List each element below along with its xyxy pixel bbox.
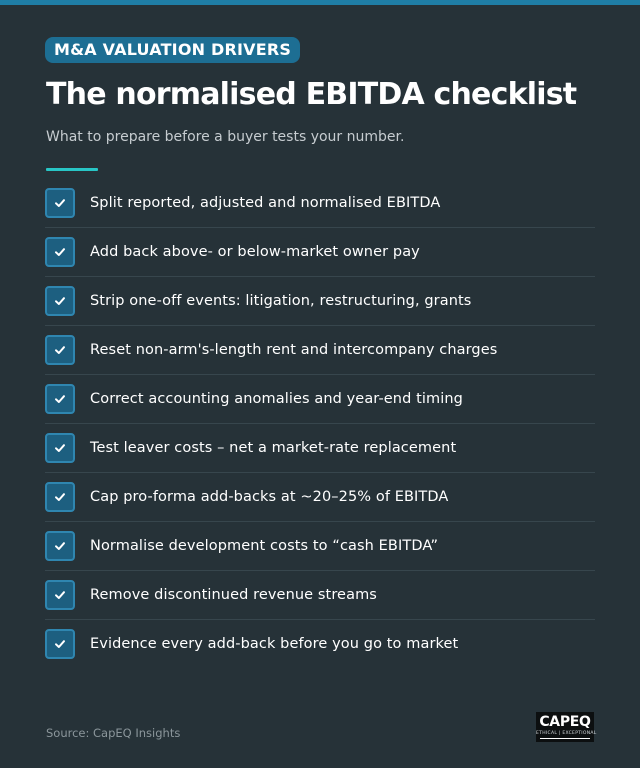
checkbox-checked[interactable] — [45, 237, 75, 267]
checklist-item — [45, 375, 595, 424]
category-tag: M&A VALUATION DRIVERS — [45, 37, 300, 63]
checklist-item-label: Cap pro-forma add-backs at ~20–25% of EBITDA — [90, 489, 449, 505]
checklist-item-label: Strip one-off events: litigation, restructuring, grants — [90, 293, 472, 309]
checklist-item-label: Test leaver costs – net a market-rate replacement — [90, 440, 457, 456]
checklist-item — [45, 228, 595, 277]
checklist-item — [45, 326, 595, 375]
source-note: Source: CapEQ Insights — [46, 726, 181, 740]
checkmark-icon — [53, 343, 67, 357]
checkmark-icon — [53, 588, 67, 602]
checkmark-icon — [53, 392, 67, 406]
checklist-item-label: Add back above- or below-market owner pay — [90, 244, 420, 260]
checkmark-icon — [53, 196, 67, 210]
checkbox-checked[interactable] — [45, 482, 75, 512]
logo-rule — [540, 738, 590, 739]
checkmark-icon — [53, 245, 67, 259]
checkbox-checked[interactable] — [45, 629, 75, 659]
checklist-item — [45, 424, 595, 473]
top-accent-bar — [0, 0, 640, 5]
checkbox-checked[interactable] — [45, 531, 75, 561]
checkbox-checked[interactable] — [45, 384, 75, 414]
checklist-item — [45, 277, 595, 326]
checklist-item-label: Remove discontinued revenue streams — [90, 587, 377, 603]
checkmark-icon — [53, 294, 67, 308]
checkbox-checked[interactable] — [45, 580, 75, 610]
capeq-logo — [536, 712, 597, 742]
checkmark-icon — [53, 441, 67, 455]
page-title: The normalised EBITDA checklist — [46, 77, 577, 112]
checklist-item — [45, 522, 595, 571]
checkbox-checked[interactable] — [45, 335, 75, 365]
checklist-item-label: Correct accounting anomalies and year-end timing — [90, 391, 463, 407]
checklist-item-label: Normalise development costs to “cash EBITDA” — [90, 538, 439, 554]
checklist-item — [45, 473, 595, 522]
logo-wordmark: CAPEQ — [539, 714, 591, 730]
checklist — [45, 179, 595, 668]
checklist-item — [45, 571, 595, 620]
checklist-item — [45, 179, 595, 228]
checklist-item-label: Split reported, adjusted and normalised EBITDA — [90, 195, 441, 211]
checklist-item — [45, 620, 595, 668]
checkbox-checked[interactable] — [45, 433, 75, 463]
checkmark-icon — [53, 539, 67, 553]
checkbox-checked[interactable] — [45, 188, 75, 218]
checkmark-icon — [53, 490, 67, 504]
title-underline — [46, 168, 98, 171]
checkmark-icon — [53, 637, 67, 651]
checklist-item-label: Evidence every add-back before you go to market — [90, 636, 459, 652]
logo-tagline: ETHICAL | EXCEPTIONAL — [536, 731, 597, 736]
checkbox-checked[interactable] — [45, 286, 75, 316]
checklist-item-label: Reset non-arm's-length rent and intercompany charges — [90, 342, 498, 358]
page-subtitle: What to prepare before a buyer tests your number. — [46, 129, 405, 145]
